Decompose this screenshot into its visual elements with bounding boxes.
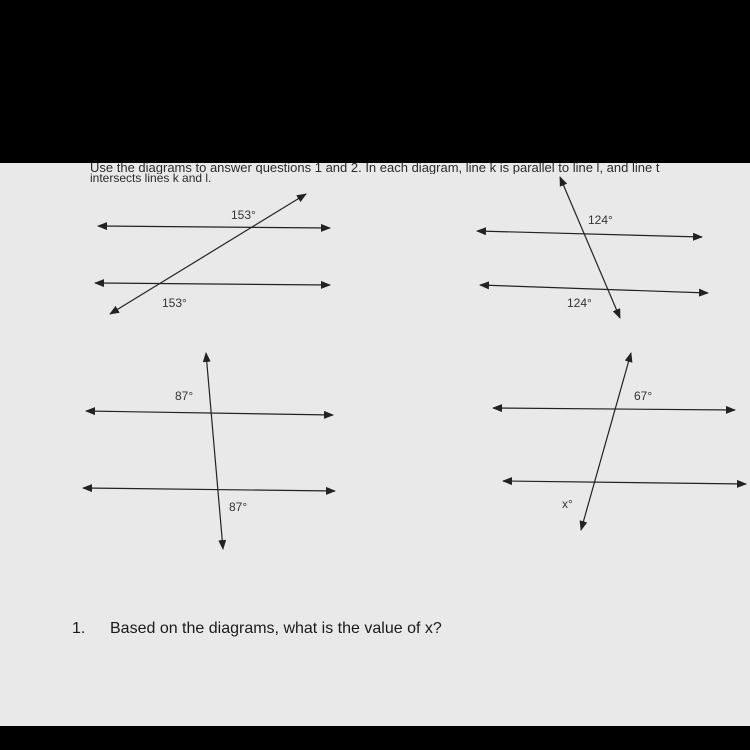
diagram-4 [493,353,746,530]
diagram-4-line-k [493,408,735,410]
diagram-3 [83,353,335,549]
diagram-1-line-k [98,226,330,228]
diagram-2-bottom-angle: 124° [567,296,592,310]
instructions-line-2: intersects lines k and l. [90,171,212,185]
diagram-1-bottom-angle: 153° [162,296,187,310]
diagram-4-transversal [581,353,631,530]
diagram-4-bottom-angle: x° [562,497,573,511]
diagram-1 [95,194,330,314]
diagram-3-transversal [206,353,223,549]
diagram-1-top-angle: 153° [231,208,256,222]
diagram-3-bottom-angle: 87° [229,500,248,514]
question-text: Based on the diagrams, what is the value of x? [110,620,442,637]
diagram-4-top-angle: 67° [634,389,653,403]
diagram-1-line-l [95,283,330,285]
diagram-2-top-angle: 124° [588,213,613,227]
diagram-2 [477,177,708,318]
diagram-2-line-l [480,285,708,293]
diagram-3-top-angle: 87° [175,389,194,403]
diagram-4-line-l [503,481,746,484]
instructions-text-1: Use the diagrams to answer questions 1 and 2. In each diagram, line k is parallel to line l, and line t [90,160,660,174]
diagram-3-line-k [86,411,333,415]
question-number: 1. [72,620,86,637]
diagram-2-line-k [477,231,702,237]
question-1 [72,620,442,638]
diagram-3-line-l [83,488,335,491]
diagram-1-transversal [110,194,306,314]
